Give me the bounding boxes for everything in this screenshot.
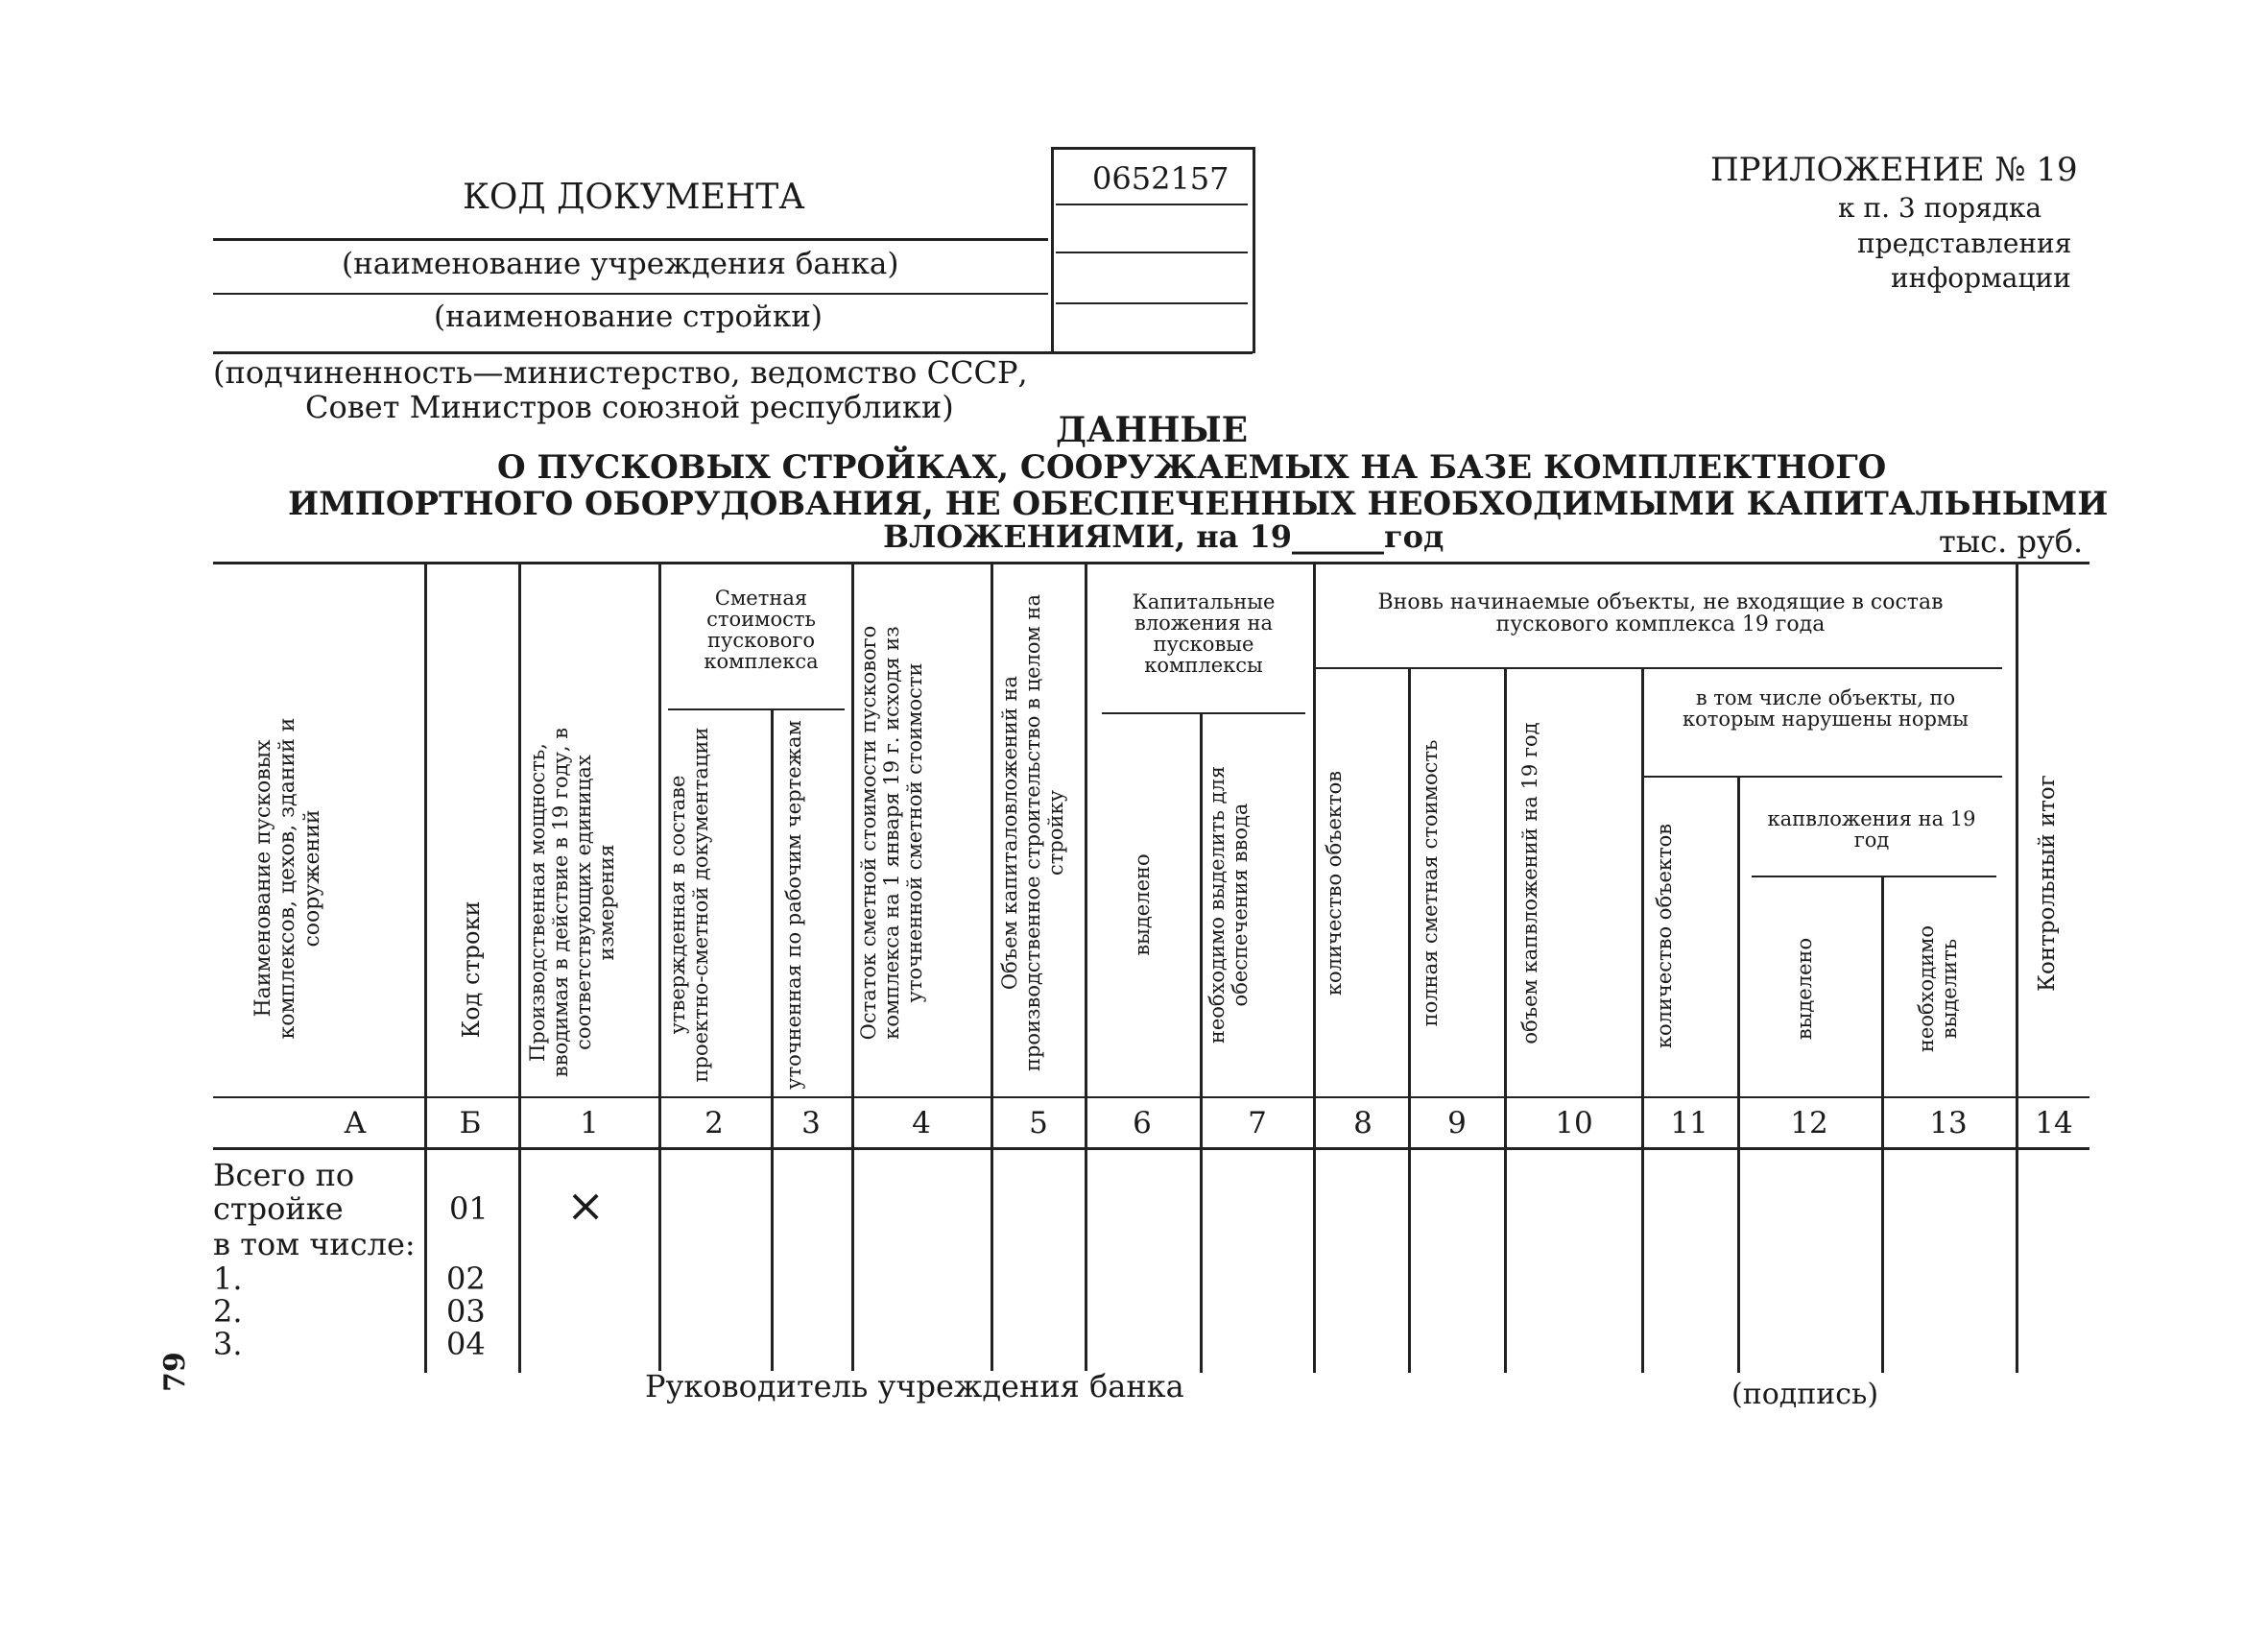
col-line-6-7	[1200, 712, 1203, 1373]
row-2-code: 03	[446, 1293, 486, 1330]
col-number-9: 9	[1447, 1106, 1467, 1140]
col-number-8: 8	[1353, 1106, 1373, 1140]
doc-code-box-line1	[1056, 204, 1248, 205]
col-header-12: выделено	[1793, 937, 1816, 1041]
row-total-label-2: стройке	[213, 1190, 344, 1227]
bank-head-label: Руководитель учреждения банка	[641, 1371, 1188, 1402]
doc-code-label: КОД ДОКУМЕНТА	[463, 178, 805, 217]
col-header-6: выделено	[1131, 853, 1154, 956]
group-12-13-divider	[1752, 876, 1996, 877]
col-number-12: 12	[1790, 1106, 1828, 1140]
col-number-7: 7	[1248, 1106, 1267, 1140]
col-number-3: 3	[801, 1106, 821, 1140]
col-line-1-2	[658, 562, 661, 1373]
title-line3: ИМПОРТНОГО ОБОРУДОВАНИЯ, НЕ ОБЕСПЕЧЕННЫХ НЕОБХОДИМЫМИ КАПИТАЛЬНЫМИ	[288, 485, 2109, 523]
bank-name-line	[213, 238, 1048, 241]
subordination-line1: (подчиненность—министерство, ведомство СССР,	[213, 354, 1028, 391]
appendix-sub3: информации	[1891, 262, 2071, 294]
col-line-4-5	[991, 562, 993, 1373]
bank-name-caption: (наименование учреждения банка)	[342, 247, 899, 281]
group-header-2-3: Сметная стоимость пускового комплекса	[704, 587, 819, 674]
row-total-label-1: Всего по	[213, 1157, 355, 1193]
row-1-code: 02	[446, 1260, 486, 1297]
col-number-11: 11	[1670, 1106, 1708, 1140]
col-header-3: уточненная по рабочим чертежам	[782, 720, 805, 1090]
col-header-4: Остаток сметной стоимости пускового комплекса на 1 января 19 г. исходя из уточненной сметной стоимости	[857, 625, 927, 1041]
row-total-code: 01	[449, 1190, 489, 1227]
col-number-5: 5	[1029, 1106, 1048, 1140]
row-1-label: 1.	[213, 1260, 243, 1297]
group-2-3-divider	[668, 708, 845, 710]
col-line-7-8	[1313, 562, 1316, 1373]
col-number-a: А	[344, 1106, 367, 1140]
col-line-11-12	[1737, 776, 1740, 1373]
col-number-4: 4	[912, 1106, 931, 1140]
group-header-11-13: в том числе объекты, по которым нарушены нормы	[1683, 686, 1969, 732]
col-number-2: 2	[704, 1106, 724, 1140]
col-line-12-13	[1881, 876, 1884, 1373]
col-number-6: 6	[1133, 1106, 1152, 1140]
title-line2: О ПУСКОВЫХ СТРОЙКАХ, СООРУЖАЕМЫХ НА БАЗЕ КОМПЛЕКТНОГО	[497, 448, 1887, 487]
col-header-8: количество объектов	[1323, 770, 1346, 996]
appendix-sub1: к п. 3 порядка	[1838, 192, 2042, 224]
units-label: тыс. руб.	[1939, 523, 2084, 560]
group-header-12-13: капвложения на 19 год	[1767, 807, 1976, 852]
row-total-label-3: в том числе:	[213, 1226, 416, 1262]
col-line-2-3	[771, 708, 774, 1373]
appendix-title: ПРИЛОЖЕНИЕ № 19	[1710, 151, 2078, 189]
col-header-2: утвержденная в составе проектно-сметной документации	[666, 727, 713, 1083]
group-header-8-13: Вновь начинаемые объекты, не входящие в состав пускового комплекса 19 года	[1377, 590, 1944, 637]
col-header-9: полная сметная стоимость	[1419, 739, 1442, 1027]
row-2-label: 2.	[213, 1293, 243, 1330]
group-6-7-divider	[1102, 712, 1305, 714]
col-header-11: количество объектов	[1653, 823, 1676, 1049]
row-3-label: 3.	[213, 1326, 243, 1362]
doc-code-box-right	[1253, 147, 1255, 353]
doc-code-box-line2	[1056, 252, 1248, 253]
col-line-3-4	[851, 562, 854, 1373]
col-line-a-b	[424, 562, 427, 1373]
doc-code-box-top	[1051, 147, 1253, 150]
col-header-13: необходимо выделить	[1915, 924, 1962, 1053]
col-header-5: Объем капиталовложений на производственное строительство в целом на стройку	[998, 593, 1068, 1072]
signature-caption: (подпись)	[1728, 1380, 1882, 1409]
group-8-13-divider	[1315, 667, 2002, 669]
table-header-bottom	[213, 1096, 2089, 1098]
title-line1: ДАННЫЕ	[1056, 410, 1249, 450]
col-line-8-9	[1408, 667, 1411, 1373]
group-11-13-divider	[1643, 776, 2002, 778]
col-number-10: 10	[1555, 1106, 1593, 1140]
page-number: 79	[158, 1352, 192, 1392]
col-header-a: Наименование пусковых комплексов, цехов, зданий и сооружений	[251, 717, 324, 1040]
row-3-code: 04	[446, 1326, 486, 1362]
col-number-14: 14	[2035, 1106, 2073, 1140]
col-number-13: 13	[1929, 1106, 1968, 1140]
col-header-1: Производственная мощность, вводимая в действие в 19 году, в соответствующих единицах измерения	[526, 727, 619, 1078]
col-number-1: 1	[580, 1106, 599, 1140]
group-header-6-7: Капитальные вложения на пусковые комплексы	[1132, 590, 1276, 678]
col-number-b: Б	[459, 1106, 482, 1140]
col-header-10: объем капвложений на 19 год	[1518, 722, 1541, 1044]
row-total-cross: ×	[566, 1179, 606, 1233]
site-name-caption: (наименование стройки)	[434, 300, 823, 334]
appendix-sub2: представления	[1857, 228, 2072, 259]
table-top-border	[213, 562, 2089, 564]
bank-name-underline	[213, 293, 1048, 295]
col-line-b-1	[518, 562, 521, 1373]
table-numbers-bottom	[213, 1147, 2089, 1150]
col-header-7: необходимо выделить для обеспечения ввода	[1206, 765, 1253, 1044]
title-line4: ВЛОЖЕНИЯМИ, на 19______год	[883, 518, 1444, 555]
col-header-14: Контрольный итог	[2035, 775, 2060, 992]
col-line-5-6	[1085, 562, 1087, 1373]
col-line-10-11	[1641, 667, 1644, 1373]
doc-code-box-left	[1051, 147, 1054, 353]
doc-code-box-line3	[1056, 302, 1248, 304]
col-header-b: Код строки	[458, 900, 485, 1039]
col-line-9-10	[1504, 667, 1507, 1373]
doc-code-value: 0652157	[1092, 160, 1229, 197]
col-line-13-14	[2016, 562, 2018, 1373]
subordination-line2: Совет Министров союзной республики)	[305, 389, 954, 425]
